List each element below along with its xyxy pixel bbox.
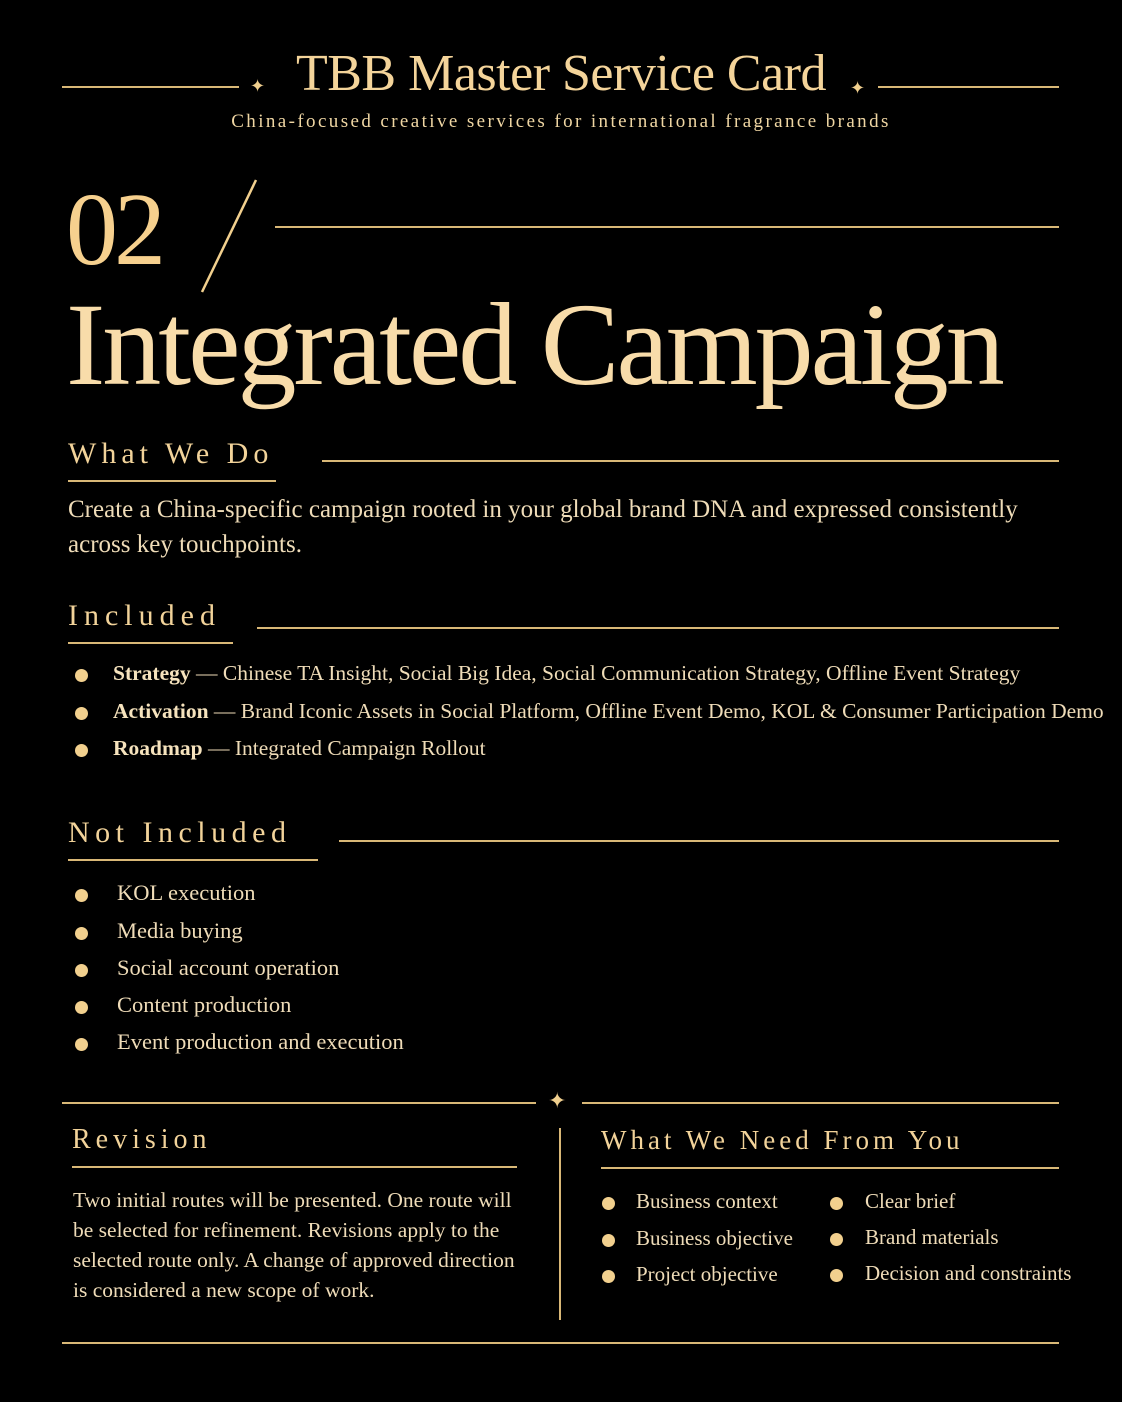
needs-item: Brand materials — [865, 1225, 999, 1249]
bottom-divider-left — [62, 1102, 536, 1104]
heading-underline — [601, 1167, 1059, 1169]
needs-item: Business context — [636, 1189, 778, 1213]
dot-bullet-icon — [75, 1001, 88, 1014]
section-rule — [339, 840, 1059, 842]
header-rule-right — [878, 86, 1059, 88]
not-included-item: Content production — [117, 992, 292, 1017]
needs-item: Clear brief — [865, 1189, 956, 1213]
dot-bullet-icon — [75, 889, 88, 902]
needs-heading: What We Need From You — [601, 1125, 964, 1155]
included-heading: Included — [68, 599, 221, 632]
section-number: 02 — [66, 172, 162, 287]
heading-underline — [72, 1166, 517, 1168]
what-we-do-heading: What We Do — [68, 437, 274, 470]
not-included-item: Event production and execution — [117, 1029, 404, 1054]
what-we-do-text: Create a China-specific campaign rooted in your global brand DNA and expressed consistently across key touchpoints. — [68, 496, 1018, 558]
not-included-heading: Not Included — [68, 816, 292, 849]
included-item: Roadmap — Integrated Campaign Rollout — [113, 736, 486, 760]
not-included-item: Social account operation — [117, 955, 340, 980]
not-included-item: KOL execution — [117, 880, 256, 905]
dot-bullet-icon — [75, 669, 88, 682]
included-item: Activation — Brand Iconic Assets in Social Platform, Offline Event Demo, KOL & Consumer Participation Demo — [113, 699, 1104, 723]
dot-bullet-icon — [830, 1233, 843, 1246]
included-item: Strategy — Chinese TA Insight, Social Big Idea, Social Communication Strategy, Offline Event Strategy — [113, 661, 1021, 685]
dot-bullet-icon — [830, 1197, 843, 1210]
dot-bullet-icon — [75, 927, 88, 940]
needs-item: Decision and constraints — [865, 1261, 1072, 1285]
section-rule — [322, 460, 1059, 462]
card-title: TBB Master Service Card — [295, 45, 827, 102]
dot-bullet-icon — [75, 964, 88, 977]
sparkle-icon: ✦ — [850, 78, 866, 99]
dot-bullet-icon — [75, 707, 88, 720]
section-rule — [257, 627, 1059, 629]
dot-bullet-icon — [602, 1270, 615, 1283]
needs-item: Business objective — [636, 1226, 793, 1250]
heading-underline — [68, 859, 318, 861]
card-subtitle: China-focused creative services for international fragrance brands — [231, 111, 891, 132]
dot-bullet-icon — [602, 1234, 615, 1247]
not-included-item: Media buying — [117, 918, 243, 943]
hero-rule — [275, 226, 1059, 228]
dot-bullet-icon — [75, 744, 88, 757]
heading-underline — [68, 480, 276, 482]
needs-item: Project objective — [636, 1262, 778, 1286]
sparkle-icon: ✦ — [250, 76, 266, 97]
dot-bullet-icon — [602, 1197, 615, 1210]
bottom-divider-right — [582, 1102, 1059, 1104]
column-divider — [559, 1128, 561, 1320]
dot-bullet-icon — [75, 1038, 88, 1051]
footer-rule — [62, 1342, 1059, 1344]
revision-text: Two initial routes will be presented. One route will be selected for refinement. Revisions apply to the selected route only. A change of approved direction is considered a new scope of work. — [73, 1188, 515, 1302]
heading-underline — [68, 642, 233, 644]
section-title: Integrated Campaign — [66, 279, 1002, 410]
revision-heading: Revision — [72, 1124, 212, 1155]
dot-bullet-icon — [830, 1269, 843, 1282]
sparkle-icon: ✦ — [548, 1089, 567, 1114]
